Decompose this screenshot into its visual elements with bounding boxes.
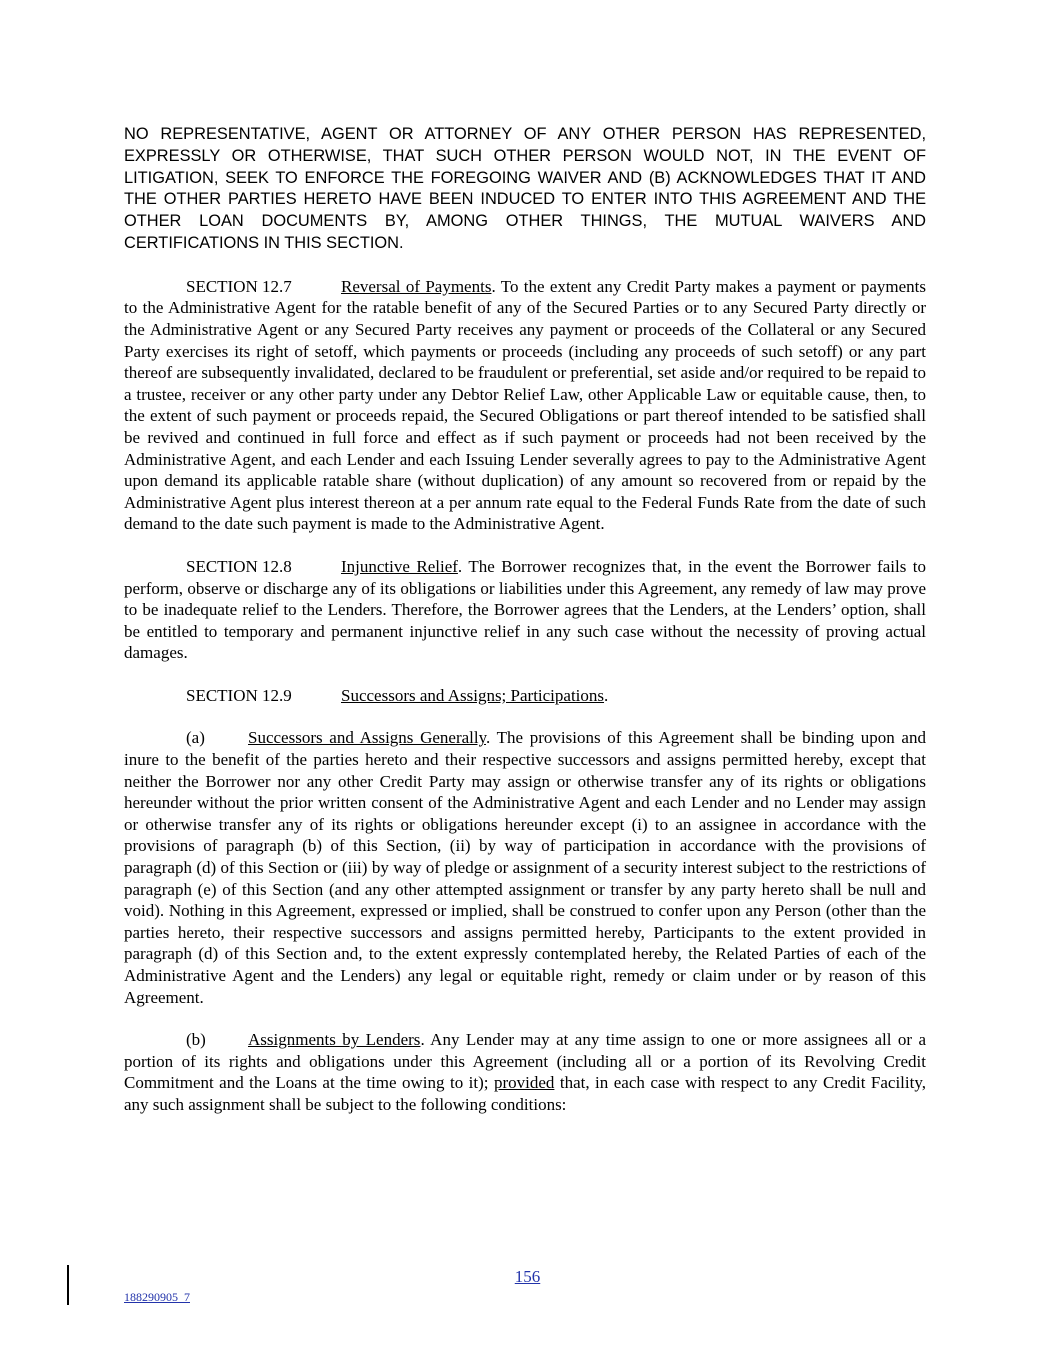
- subsection-body: . The provisions of this Agreement shall be binding upon and inure to the benefit of the parties hereto and their respective successors and assigns permitted hereby, except that neither the Borrower nor any other Credit Party may assign or otherwise transfer any of its rights or obligations hereunder without the prior written consent of the Administrative Agent and each Lender and no Lender may assign or otherwise transfer any of its rights or obligations hereunder except (i) to an assignee in accordance with the provisions of paragraph (b) of this Section, (ii) by way of participation in accordance with the provisions of paragraph (d) of this Section or (iii) by way of pledge or assignment of a security interest subject to the restrictions of paragraph (e) of this Section (and any other attempted assignment or transfer by any party hereto shall be null and void). Nothing in this Agreement, expressed or implied, shall be construed to confer upon any Person (other than the parties hereto, their respective successors and assigns permitted hereby, Participants to the extent provided in paragraph (d) of this Section and, to the extent expressly contemplated hereby, the Related Parties of each of the Administrative Agent and the Lenders) any legal or equitable right, remedy or claim under or by reason of this Agreement.: [124, 728, 926, 1007]
- subsection-a: [124, 727, 926, 1008]
- page-number-link[interactable]: 156: [514, 1267, 541, 1286]
- section-body: . To the extent any Credit Party makes a payment or payments to the Administrative Agent for the ratable benefit of any of the Secured Parties or to any Secured Party directly or the Administrative Agent or any Secured Party receives any payment or proceeds of the Collateral or any Secured Party exercises its right of setoff, which payments or proceeds (including any proceeds of such setoff) or any part thereof are subsequently invalidated, declared to be fraudulent or preferential, set aside and/or required to be repaid to a trustee, receiver or any other party under any Debtor Relief Law, other Applicable Law or equitable cause, then, to the extent of such payment or proceeds repaid, the Secured Obligations or part thereof intended to be satisfied shall be revived and continued in full force and effect as if such payment or proceeds had not been received by the Administrative Agent, and each Lender and each Issuing Lender severally agrees to pay to the Administrative Agent upon demand its applicable ratable share (without duplication) of any amount so recovered from or repaid by the Administrative Agent plus interest thereon at a per annum rate equal to the Federal Funds Rate from the date of such demand to the date such payment is made to the Administrative Agent.: [124, 276, 926, 534]
- section-body: . The Borrower recognizes that, in the event the Borrower fails to perform, observe or discharge any of its obligations or liabilities under this Agreement, any remedy of law may prove to be inadequate relief to the Lenders. Therefore, the Borrower agrees that the Lenders, at the Lenders’ option, shall be entitled to temporary and permanent injunctive relief in any such case without the necessity of proving actual damages.: [124, 556, 926, 663]
- document-id-link[interactable]: 188290905_7: [124, 1290, 190, 1304]
- section-title-end: .: [604, 685, 609, 705]
- waiver-caps-paragraph: NO REPRESENTATIVE, AGENT OR ATTORNEY OF ANY OTHER PERSON HAS REPRESENTED, EXPRESSLY OR OTHERWISE, THAT SUCH OTHER PERSON WOULD NOT, IN THE EVENT OF LITIGATION, SEEK TO ENFORCE THE FOREGOING WAIVER AND (B) ACKNOWLEDGES THAT IT AND THE OTHER PARTIES HERETO HAVE BEEN INDUCED TO ENTER INTO THIS AGREEMENT AND THE OTHER LOAN DOCUMENTS BY, AMONG OTHER THINGS, THE MUTUAL WAIVERS AND CERTIFICATIONS IN THIS SECTION.: [124, 125, 926, 252]
- provided-term: provided: [493, 1073, 555, 1093]
- subsection-title: Successors and Assigns Generally: [248, 728, 487, 748]
- subsection-b: [124, 1029, 926, 1115]
- section-number: SECTION 12.7: [186, 276, 292, 296]
- section-title: Injunctive Relief: [341, 556, 458, 576]
- subsection-title: Assignments by Lenders: [248, 1030, 421, 1050]
- subsection-body: . Any Lender may at any time assign to one or more assignees all or a portion of its rights and obligations under this Agreement (including all or a portion of its Revolving Credit Commitment and the Loans at the time owing to it);: [124, 1030, 926, 1093]
- subsection-body-end: that, in each case with respect to any Credit Facility, any such assignment shall be subject to the following conditions:: [124, 1073, 927, 1114]
- section-12-8: [124, 556, 926, 664]
- subsection-label: (b): [186, 1030, 206, 1050]
- document-page: [124, 124, 926, 1116]
- subsection-label: (a): [186, 728, 205, 748]
- section-12-9: [124, 685, 926, 707]
- section-title: Successors and Assigns; Participations: [341, 685, 605, 705]
- section-number: SECTION 12.8: [186, 556, 292, 576]
- section-12-7: [124, 276, 926, 535]
- section-number: SECTION 12.9: [186, 685, 292, 705]
- section-title: Reversal of Payments: [341, 276, 492, 296]
